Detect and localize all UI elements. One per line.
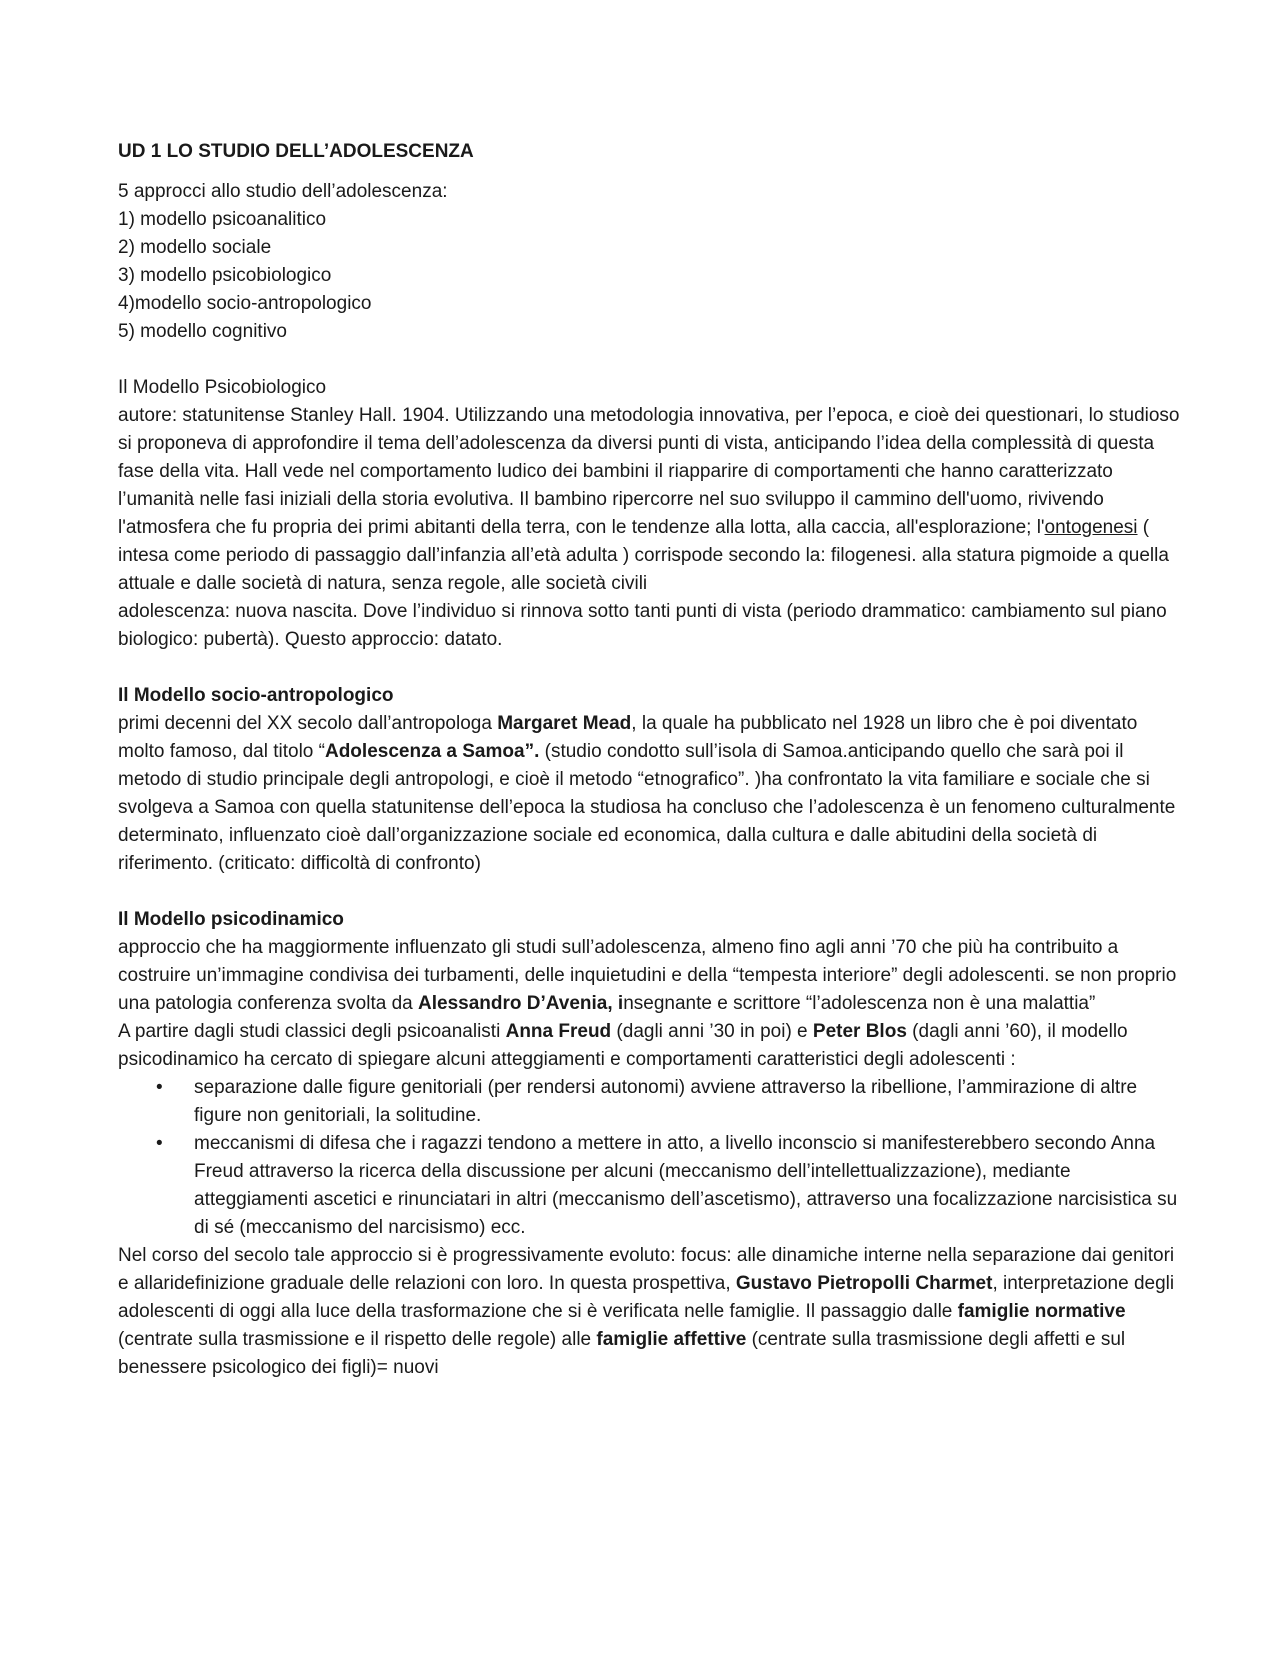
approach-item: 5) modello cognitivo	[118, 321, 287, 342]
paragraph-evoluzione: Nel corso del secolo tale approccio si è progressivamente evoluto: focus: alle dinamiche interne nella separazione dai genitori e allaridefinizione graduale delle relazioni con loro. In questa prospettiva, Gustavo Pietropolli Charmet, interpretazione degli adolescenti di oggi alla luce della trasformazione che si è verificata nelle famiglie. Il passaggio dalle famiglie normative (centrate sulla trasmissione e il rispetto delle regole) alle famiglie affettive (centrate sulla trasmissione degli affetti e sul benessere psicologico dei figli)= nuovi	[118, 1245, 1175, 1378]
paragraph-psicodinamico-intro: approccio che ha maggiormente influenzato gli studi sull’adolescenza, almeno fino agli anni ’70 che più ha contribuito a costruire un’immagine condivisa dei turbamenti, delle inquietudini e della “tempesta interiore” degli adolescenti. se non proprio una patologia conferenza svolta da Alessandro D’Avenia, insegnante e scrittore “l’adolescenza non è una malattia”	[118, 937, 1177, 1014]
section-heading-socio-antropologico: Il Modello socio-antropologico	[118, 685, 394, 706]
paragraph-psicodinamico-classici: A partire dagli studi classici degli psicoanalisti Anna Freud (dagli anni ’30 in poi) e Peter Blos (dagli anni ’60), il modello psicodinamico ha cercato di spiegare alcuni atteggiamenti e comportamenti caratteristici degli adolescenti :	[118, 1021, 1128, 1070]
document-title: UD 1 LO STUDIO DELL’ADOLESCENZA	[118, 141, 474, 162]
section-heading-psicodinamico: Il Modello psicodinamico	[118, 909, 344, 930]
spacer	[118, 346, 1180, 374]
ontogenesi-link-text: ontogenesi	[1044, 517, 1138, 538]
approach-item: 4)modello socio-antropologico	[118, 293, 372, 314]
list-item: • separazione dalle figure genitoriali (per rendersi autonomi) avviene attraverso la ribellione, l’ammirazione di altre figure non genitoriali, la solitudine.	[118, 1074, 1180, 1130]
paragraph-socio-antropologico: primi decenni del XX secolo dall’antropologa Margaret Mead, la quale ha pubblicato nel 1928 un libro che è poi diventato molto famoso, dal titolo “Adolescenza a Samoa”. (studio condotto sull’isola di Samoa.anticipando quello che sarà poi il metodo di studio principale degli antropologi, e cioè il metodo “etnografico”. )ha confrontato la vita familiare e sociale che si svolgeva a Samoa con quella statunitense dell’epoca la studiosa ha concluso che l’adolescenza è un fenomeno culturalmente determinato, influenzato cioè dall’organizzazione sociale ed economica, dalla cultura e dalle abitudini della società di riferimento. (criticato: difficoltà di confronto)	[118, 713, 1176, 874]
bullet-icon: •	[156, 1077, 163, 1098]
approach-item: 3) modello psicobiologico	[118, 265, 332, 286]
bullet-list	[118, 1074, 1180, 1242]
document-page	[118, 138, 1180, 1382]
spacer	[118, 654, 1180, 682]
approaches-intro: 5 approcci allo studio dell’adolescenza:	[118, 181, 448, 202]
section-heading-psicobiologico: Il Modello Psicobiologico	[118, 377, 327, 398]
paragraph-psicobiologico: autore: statunitense Stanley Hall. 1904. Utilizzando una metodologia innovativa, per l’epoca, e cioè dei questionari, lo studioso si proponeva di approfondire il tema dell’adolescenza da diversi punti di vista, anticipando l’idea della complessità di questa fase della vita. Hall vede nel comportamento ludico dei bambini il riapparire di comportamenti che hanno caratterizzato l’umanità nelle fasi iniziali della storia evolutiva. Il bambino ripercorre nel suo sviluppo il cammino dell'uomo, rivivendo l'atmosfera che fu propria dei primi abitanti della terra, con le tendenze alla lotta, alla caccia, all'esplorazione; l'ontogenesi ( intesa come periodo di passaggio dall’infanzia all’età adulta ) corrispode secondo la: filogenesi. alla statura pigmoide a quella attuale e dalle società di natura, senza regole, alle società civili	[118, 405, 1180, 594]
approach-item: 2) modello sociale	[118, 237, 272, 258]
bullet-icon: •	[156, 1133, 163, 1154]
list-item: • meccanismi di difesa che i ragazzi tendono a mettere in atto, a livello inconscio si manifesterebbero secondo Anna Freud attraverso la ricerca della discussione per alcuni (meccanismo dell’intellettualizzazione), mediante atteggiamenti ascetici e rinunciatari in altri (meccanismo dell’ascetismo), attraverso una focalizzazione narcisistica su di sé (meccanismo del narcisismo) ecc.	[118, 1130, 1180, 1242]
spacer	[118, 878, 1180, 906]
approach-item: 1) modello psicoanalitico	[118, 209, 327, 230]
paragraph-adolescenza-nuova-nascita: adolescenza: nuova nascita. Dove l’individuo si rinnova sotto tanti punti di vista (periodo drammatico: cambiamento sul piano biologico: pubertà). Questo approccio: datato.	[118, 601, 1167, 650]
